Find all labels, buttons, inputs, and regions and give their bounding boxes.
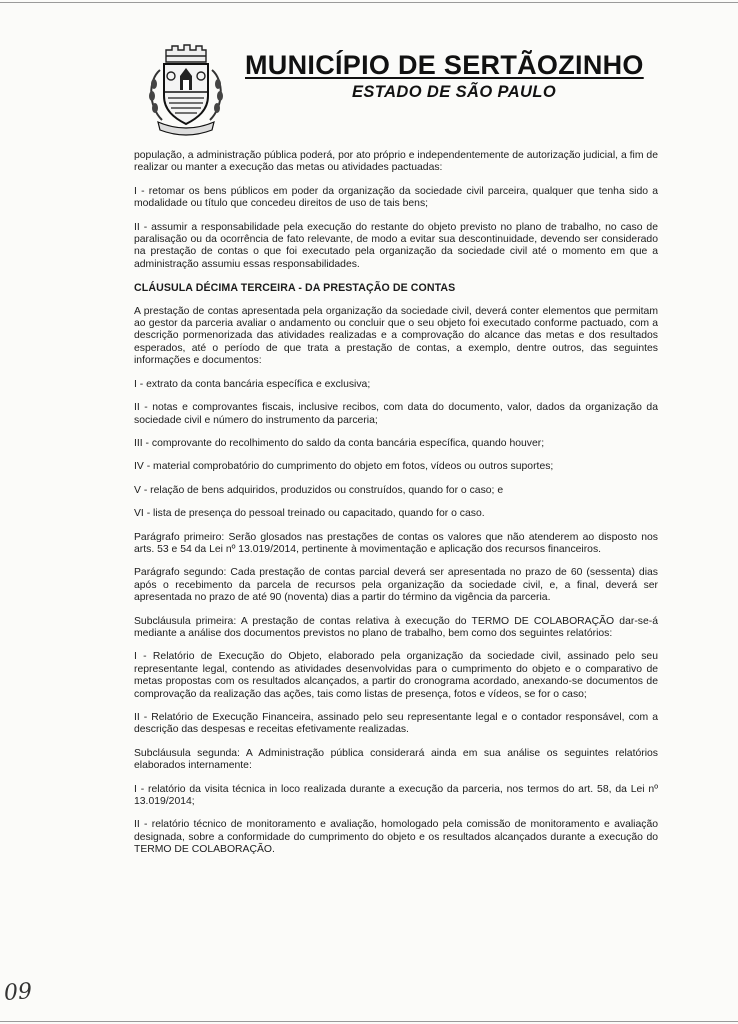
paragraph: IV - material comprobatório do cumprimento do objeto em fotos, vídeos ou outros suportes;	[134, 461, 554, 473]
handwritten-page-number: 09	[3, 979, 33, 1006]
paragraph: população, a administração pública poderá, por ato próprio e independentemente de autorização judicial, a fim de realizar ou manter a execução das metas ou atividades pactuadas:	[134, 150, 658, 174]
paragraph: III - comprovante do recolhimento do saldo da conta bancária específica, quando houver;	[134, 437, 545, 449]
paragraph: VI - lista de presença do pessoal treinado ou capacitado, quando for o caso.	[134, 508, 485, 520]
paragraph: II - relatório técnico de monitoramento e avaliação, homologado pela comissão de monitoramento e avaliação designada, sobre a conformidade do cumprimento do objeto e os resultados alcançados durante a execução do TERMO DE COLABORAÇÃO.	[134, 819, 658, 856]
paragraph: II - notas e comprovantes fiscais, inclusive recibos, com data do documento, valor, dados da organização da sociedade civil e número do instrumento da parceria;	[134, 402, 658, 426]
letterhead	[0, 0, 738, 140]
document-body	[134, 150, 658, 868]
municipality-title: MUNICÍPIO DE SERTÃOZINHO	[245, 50, 644, 80]
paragraph: I - extrato da conta bancária específica e exclusiva;	[134, 378, 371, 390]
paragraph: Subcláusula segunda: A Administração pública considerará ainda em sua análise os seguintes relatórios elaborados internamente:	[134, 747, 658, 772]
paragraph: II - assumir a responsabilidade pela execução do restante do objeto previsto no plano de trabalho, no caso de paralisação ou da ocorrência de fato relevante, de modo a evitar sua descontinuidade, devendo ser considerado na prestação de contas o que foi executado pela organização da sociedade civil até o momento em que a administração assumiu essas responsabilidades.	[134, 221, 658, 270]
paragraph: Parágrafo primeiro: Serão glosados nas prestações de contas os valores que não atenderem ao disposto nos arts. 53 e 54 da Lei nº 13.019/2014, pertinente à movimentação e aplicação dos recursos financeiros.	[134, 531, 658, 555]
state-subtitle: ESTADO DE SÃO PAULO	[352, 83, 557, 101]
scan-bottom-edge	[0, 1021, 738, 1022]
paragraph: V - relação de bens adquiridos, produzidos ou construídos, quando for o caso; e	[134, 484, 504, 496]
paragraph: Subcláusula primeira: A prestação de contas relativa à execução do TERMO DE COLABORAÇÃO dar-se-á mediante a análise dos documentos previstos no plano de trabalho, bem como dos seguintes relatórios:	[134, 615, 658, 639]
paragraph: A prestação de contas apresentada pela organização da sociedade civil, deverá conter elementos que permitam ao gestor da parceria avaliar o andamento ou concluir que o seu objeto foi executado conforme pactuado, com a descrição pormenorizada das atividades realizadas e a comprovação do alcance das metas e dos resultados esperados, até o período de que trata a prestação de contas, a exemplo, dentre outros, das seguintes informações e documentos:	[134, 305, 658, 367]
paragraph: I - Relatório de Execução do Objeto, elaborado pela organização da sociedade civil, assinado pelo seu representante legal, contendo as atividades desenvolvidas para o cumprimento do objeto e o comparativo de metas propostas com os resultados alcançados, a partir do cronograma acordado, anexando-se documentos de comprovação da realização das ações, tais como listas de presença, fotos e vídeos, se for o caso;	[134, 651, 658, 700]
paragraph: II - Relatório de Execução Financeira, assinado pelo seu representante legal e o contador responsável, com a descrição das despesas e receitas efetivamente realizadas.	[134, 712, 658, 736]
clause-heading: CLÁUSULA DÉCIMA TERCEIRA - DA PRESTAÇÃO DE CONTAS	[134, 282, 456, 295]
municipal-coat-of-arms-icon	[140, 40, 232, 136]
paragraph: I - relatório da visita técnica in loco realizada durante a execução da parceria, nos termos do art. 58, da Lei nº 13.019/2014;	[134, 783, 658, 808]
paragraph: Parágrafo segundo: Cada prestação de contas parcial deverá ser apresentada no prazo de 60 (sessenta) dias após o recebimento da parcela de recursos pela organização da sociedade civil, e, a final, deverá ser apresentada no prazo de até 90 (noventa) dias a partir do término da vigência da parceria.	[134, 567, 658, 604]
paragraph: I - retomar os bens públicos em poder da organização da sociedade civil parceira, qualquer que tenha sido a modalidade ou título que concedeu direitos de uso de tais bens;	[134, 185, 658, 210]
